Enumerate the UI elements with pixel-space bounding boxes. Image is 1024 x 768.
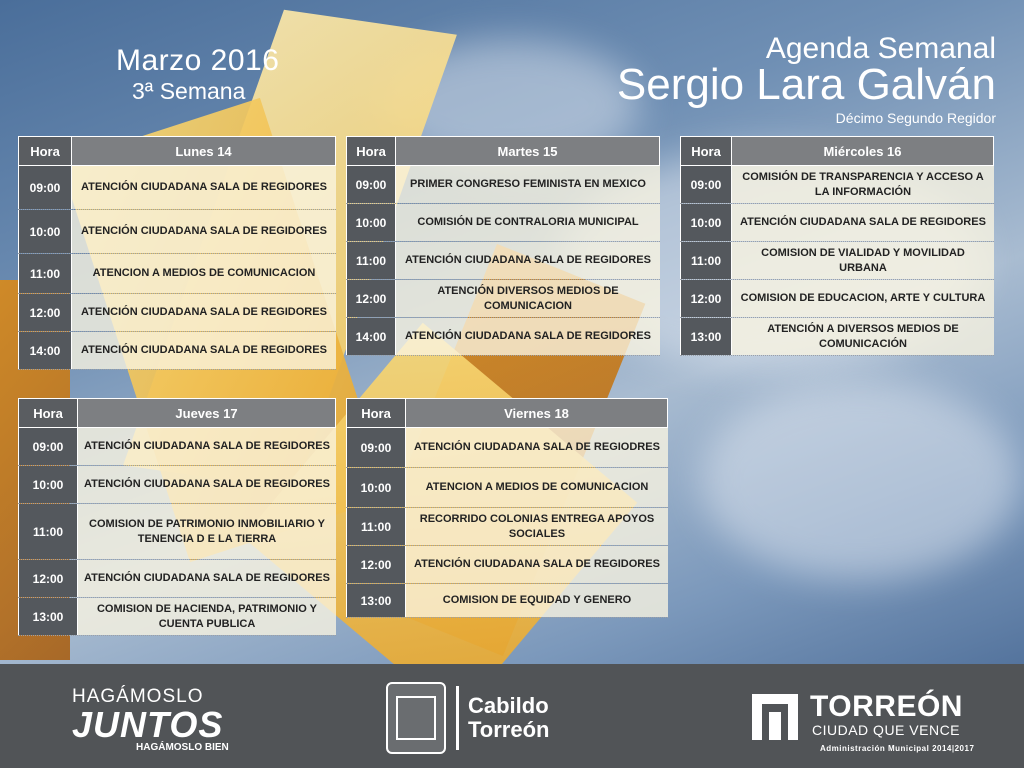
- schedule-row: [18, 210, 336, 254]
- row-activity: ATENCIÓN CIUDADANA SALA DE REGIDORES: [72, 332, 336, 369]
- row-hour: 10:00: [346, 204, 396, 241]
- schedule-row: [346, 584, 668, 618]
- day-table-lunes: [18, 136, 336, 370]
- schedule-row: [18, 598, 336, 636]
- row-activity: ATENCIÓN CIUDADANA SALA DE REGIDORES: [78, 466, 336, 503]
- schedule-row: [346, 468, 668, 508]
- day-table-viernes: [346, 398, 668, 618]
- agenda-title: Agenda Semanal: [765, 32, 996, 65]
- hagamoslo-juntos-logo: HAGÁMOSLO JUNTOS HAGÁMOSLO BIEN: [72, 686, 229, 753]
- row-activity: ATENCIÓN CIUDADANA SALA DE REGIODRES: [406, 428, 668, 467]
- week-subtitle: 3ª Semana: [132, 78, 246, 104]
- row-activity: ATENCIÓN CIUDADANA SALA DE REGIDORES: [72, 210, 336, 253]
- schedule-row: [18, 466, 336, 504]
- schedule-row: [18, 332, 336, 370]
- row-hour: 13:00: [346, 584, 406, 617]
- row-activity: COMISION DE EDUCACION, ARTE Y CULTURA: [732, 280, 994, 317]
- row-hour: 10:00: [18, 466, 78, 503]
- row-hour: 11:00: [680, 242, 732, 279]
- cabildo-logo: Cabildo Torreón: [468, 693, 550, 742]
- row-hour: 12:00: [18, 560, 78, 597]
- row-activity: ATENCIÓN CIUDADANA SALA DE REGIDORES: [72, 294, 336, 331]
- row-activity: ATENCIÓN CIUDADANA SALA DE REGIDORES: [78, 560, 336, 597]
- row-hour: 14:00: [18, 332, 72, 369]
- row-activity: RECORRIDO COLONIAS ENTREGA APOYOS SOCIALES: [406, 508, 668, 545]
- schedule-row: [346, 204, 660, 242]
- hour-column-header: Hora: [346, 398, 406, 428]
- row-hour: 11:00: [18, 504, 78, 559]
- row-hour: 11:00: [346, 242, 396, 279]
- day-name-header: Martes 15: [396, 136, 660, 166]
- schedule-row: [346, 428, 668, 468]
- day-name-header: Jueves 17: [78, 398, 336, 428]
- day-name-header: Miércoles 16: [732, 136, 994, 166]
- row-hour: 11:00: [346, 508, 406, 545]
- row-hour: 11:00: [18, 254, 72, 293]
- schedule-row: [18, 166, 336, 210]
- schedule-row: [680, 242, 994, 280]
- row-hour: 12:00: [346, 546, 406, 583]
- row-activity: ATENCIÓN DIVERSOS MEDIOS DE COMUNICACION: [396, 280, 660, 317]
- row-activity: ATENCION A MEDIOS DE COMUNICACION: [406, 468, 668, 507]
- row-hour: 13:00: [18, 598, 78, 635]
- row-hour: 12:00: [346, 280, 396, 317]
- row-hour: 10:00: [680, 204, 732, 241]
- day-table-miercoles: [680, 136, 994, 356]
- row-activity: COMISION DE HACIENDA, PATRIMONIO Y CUENTA PUBLICA: [78, 598, 336, 635]
- row-hour: 10:00: [18, 210, 72, 253]
- day-header: [680, 136, 994, 166]
- row-hour: 10:00: [346, 468, 406, 507]
- hour-column-header: Hora: [18, 398, 78, 428]
- row-hour: 14:00: [346, 318, 396, 355]
- schedule-row: [346, 242, 660, 280]
- schedule-row: [346, 546, 668, 584]
- row-activity: COMISIÓN DE CONTRALORIA MUNICIPAL: [396, 204, 660, 241]
- hour-column-header: Hora: [680, 136, 732, 166]
- header-right: [617, 32, 996, 126]
- footer-divider: [456, 686, 459, 750]
- row-activity: ATENCIÓN CIUDADANA SALA DE REGIDORES: [406, 546, 668, 583]
- row-activity: ATENCIÓN A DIVERSOS MEDIOS DE COMUNICACIÓN: [732, 318, 994, 355]
- row-hour: 12:00: [680, 280, 732, 317]
- row-hour: 09:00: [18, 428, 78, 465]
- schedule-row: [680, 318, 994, 356]
- schedule-row: [346, 508, 668, 546]
- day-name-header: Viernes 18: [406, 398, 668, 428]
- schedule-row: [346, 280, 660, 318]
- row-activity: ATENCIÓN CIUDADANA SALA DE REGIDORES: [396, 318, 660, 355]
- hour-column-header: Hora: [18, 136, 72, 166]
- header-left: [116, 44, 279, 105]
- row-hour: 09:00: [18, 166, 72, 209]
- day-header: [18, 398, 336, 428]
- regidor-role: Décimo Segundo Regidor: [835, 110, 996, 126]
- row-activity: COMISION DE PATRIMONIO INMOBILIARIO Y TENENCIA D E LA TIERRA: [78, 504, 336, 559]
- schedule-row: [680, 166, 994, 204]
- day-name-header: Lunes 14: [72, 136, 336, 166]
- row-hour: 12:00: [18, 294, 72, 331]
- schedule-row: [18, 254, 336, 294]
- schedule-row: [680, 204, 994, 242]
- day-header: [346, 398, 668, 428]
- day-header: [346, 136, 660, 166]
- day-table-martes: [346, 136, 660, 356]
- row-activity: ATENCIÓN CIUDADANA SALA DE REGIDORES: [78, 428, 336, 465]
- regidor-name: Sergio Lara Galván: [616, 60, 996, 109]
- row-activity: ATENCIÓN CIUDADANA SALA DE REGIDORES: [396, 242, 660, 279]
- row-activity: ATENCION A MEDIOS DE COMUNICACION: [72, 254, 336, 293]
- month-title: Marzo 2016: [116, 44, 280, 77]
- row-hour: 13:00: [680, 318, 732, 355]
- hour-column-header: Hora: [346, 136, 396, 166]
- torreon-seal-icon: [386, 682, 446, 754]
- day-table-jueves: [18, 398, 336, 636]
- schedule-row: [18, 504, 336, 560]
- row-activity: ATENCIÓN CIUDADANA SALA DE REGIDORES: [72, 166, 336, 209]
- schedule-row: [346, 318, 660, 356]
- schedule-row: [680, 280, 994, 318]
- row-activity: ATENCIÓN CIUDADANA SALA DE REGIDORES: [732, 204, 994, 241]
- row-activity: COMISION DE VIALIDAD Y MOVILIDAD URBANA: [732, 242, 994, 279]
- row-hour: 09:00: [680, 166, 732, 203]
- row-activity: PRIMER CONGRESO FEMINISTA EN MEXICO: [396, 166, 660, 203]
- torreon-mark-icon: [752, 694, 798, 740]
- row-hour: 09:00: [346, 166, 396, 203]
- schedule-row: [346, 166, 660, 204]
- row-hour: 09:00: [346, 428, 406, 467]
- day-header: [18, 136, 336, 166]
- schedule-row: [18, 294, 336, 332]
- row-activity: COMISIÓN DE TRANSPARENCIA Y ACCESO A LA INFORMACIÓN: [732, 166, 994, 203]
- schedule-row: [18, 560, 336, 598]
- schedule-row: [18, 428, 336, 466]
- row-activity: COMISION DE EQUIDAD Y GENERO: [406, 584, 668, 617]
